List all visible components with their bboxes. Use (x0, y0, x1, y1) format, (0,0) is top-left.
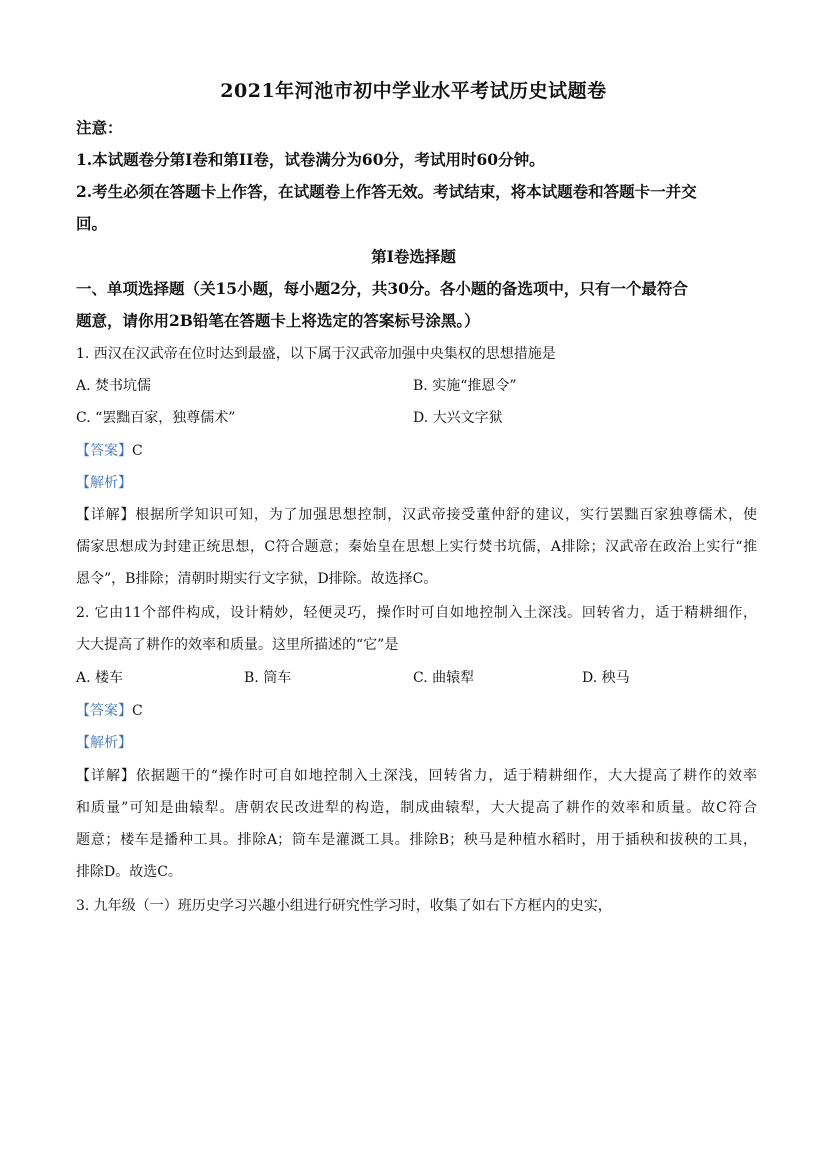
section-instruction-line-2: 题意，请你用2B铅笔在答题卡上将选定的答案标号涂黑。） (76, 311, 480, 330)
notice-item-1: 1.本试题卷分第Ⅰ卷和第II卷，试卷满分为60分，考试用时60分钟。 (76, 150, 545, 169)
question-1-option-b: B. 实施“推恩令” (413, 378, 517, 394)
notice-item-2-line-2: 回。 (76, 214, 108, 233)
question-1-answer (76, 440, 757, 460)
question-2-detail-line-1: 【详解】依据题干的“操作时可自如地控制入土深浅，回转省力，适于精耕细作，大大提高了耕作的效率 (76, 768, 757, 784)
section-title: 第Ⅰ卷选择题 (371, 247, 456, 266)
answer-tag: 【答案】 (76, 443, 132, 459)
question-2-detail-line-3: 题意；楼车是播种工具。排除A；筒车是灌溉工具。排除B；秧马是种植水稻时，用于插秧和拔秧的工具， (76, 832, 757, 848)
question-2-stem-line-2: 大大提高了耕作的效率和质量。这里所描述的“它”是 (76, 637, 399, 653)
question-2-detail-line-2: 和质量”可知是曲辕犁。唐朝农民改进犁的构造，制成曲辕犁，大大提高了耕作的效率和质量。故C符合 (76, 800, 757, 816)
notice-heading: 注意： (76, 118, 123, 137)
question-1-stem: 1. 西汉在汉武帝在位时达到最盛，以下属于汉武帝加强中央集权的思想措施是 (76, 346, 556, 362)
notice-item-2-line-1: 2.考生必须在答题卡上作答，在试题卷上作答无效。考试结束，将本试题卷和答题卡一并交 (76, 182, 697, 201)
section-instruction-line-1: 一、单项选择题（关15小题，每小题2分，共30分。各小题的备选项中，只有一个最符合 (76, 279, 688, 298)
question-1-detail-line-2: 儒家思想成为封建正统思想，C符合题意；秦始皇在思想上实行焚书坑儒，A排除；汉武帝在政治上实行“推 (76, 539, 757, 555)
question-1-detail-line-1: 【详解】根据所学知识可知，为了加强思想控制，汉武帝接受董仲舒的建议，实行罢黜百家独尊儒术，使 (76, 507, 757, 523)
question-1-option-c: C. “罢黜百家，独尊儒术” (76, 410, 236, 426)
question-1-analysis-tag: 【解析】 (76, 475, 132, 491)
question-2-analysis-tag: 【解析】 (76, 735, 132, 751)
answer-value: C (132, 703, 143, 719)
question-2-option-d: D. 秧马 (582, 670, 630, 686)
question-2-option-a: A. 楼车 (76, 670, 124, 686)
question-2-detail-line-4: 排除D。故选C。 (76, 864, 182, 880)
question-1-option-d: D. 大兴文字狱 (413, 410, 503, 426)
question-3-stem: 3. 九年级（一）班历史学习兴趣小组进行研究性学习时，收集了如右下方框内的史实， (76, 898, 612, 914)
question-2-option-b: B. 筒车 (244, 670, 292, 686)
page-title: 2021年河池市初中学业水平考试历史试题卷 (220, 80, 607, 102)
question-2-answer (76, 700, 757, 720)
question-1-option-a: A. 焚书坑儒 (76, 378, 152, 394)
question-2-stem-line-1: 2. 它由11个部件构成，设计精妙，轻便灵巧，操作时可自如地控制入土深浅。回转省力，适于精耕细作， (76, 605, 757, 621)
answer-value: C (132, 443, 143, 459)
answer-tag: 【答案】 (76, 703, 132, 719)
question-2-option-c: C. 曲辕犁 (413, 670, 475, 686)
question-1-detail-line-3: 恩令”，B排除；清朝时期实行文字狱，D排除。故选择C。 (76, 571, 438, 587)
